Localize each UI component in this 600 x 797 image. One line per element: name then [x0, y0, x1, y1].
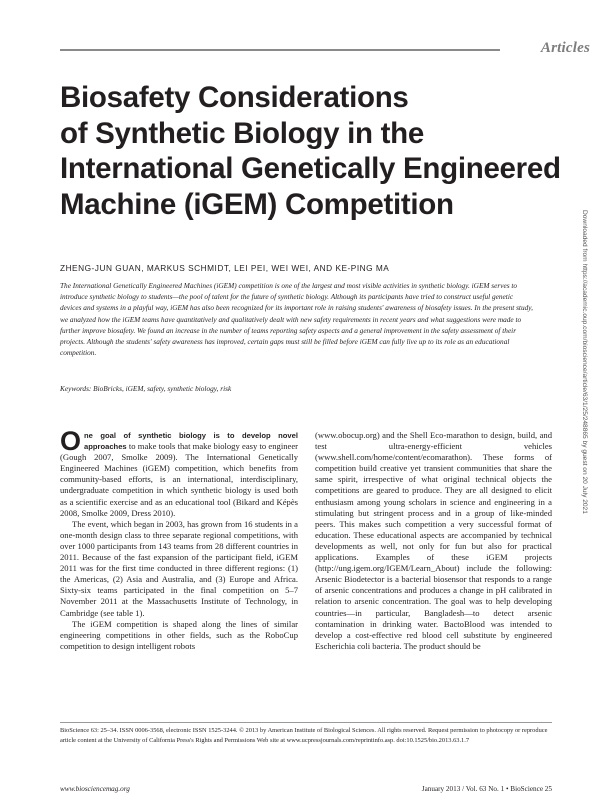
header-rule — [60, 49, 500, 51]
title-line: International Genetically Engineered — [60, 152, 561, 185]
issue-and-page: January 2013 / Vol. 63 No. 1 • BioScience 25 — [421, 785, 552, 793]
abstract: The International Genetically Engineered Machines (iGEM) competition is one of the largest and most visible activities in synthetic biology. iGEM serves to introduce synthetic biology to students—the pool of talent for the future of synthetic biology. Although its participants have tried to construct useful genetic devices and systems in a playful way, iGEM has also been recognized for its important role in raising students' awareness of biosafety issues. In the present study, we analyzed how the iGEM teams have quantitatively and qualitatively dealt with new safety requirements in recent years and what suggestions were made to further improve biosafety. We found an increase in the number of teams reporting safety aspects and a general improvement in the safety assessment of their projects. Although the students' safety awareness has improved, certain gaps must still be filled before iGEM can fully live up to its role as an educational competition. — [60, 281, 533, 358]
lead-in: ne goal of synthetic biology is to develop novel approaches — [84, 431, 298, 452]
keywords: Keywords: BioBricks, iGEM, safety, synthetic biology, risk — [60, 384, 232, 393]
copyright-footnote: BioScience 63: 25–34. ISSN 0006-3568, electronic ISSN 1525-3244. © 2013 by American Institute of Biological Sciences. All rights reserved. Request permission to photocopy or reproduce article content at the University of California Press's Rights and Permissions Web site at www.ucpressjournals.com/reprintinfo.asp. doi:10.1525/bio.2013.63.1.7 — [60, 727, 548, 744]
drop-cap: O — [60, 426, 82, 456]
journal-website[interactable]: www.biosciencemag.org — [60, 785, 130, 793]
title-line: Machine (iGEM) Competition — [60, 187, 454, 221]
body-paragraph: The event, which began in 2003, has grown from 16 students in a one-month design class to three separate regional competitions, with over 1000 participants from 143 teams from 28 different countries in 2011. Because of the fast expansion of the participant field, iGEM 2011 was for the first time conducted in three different regions: (1) the Americas, (2) Asia and Australia, and (3) Europe and Africa. Sixty-six teams participated in the final competition on 5–7 November 2011 at the Massachusetts Institute of Technology, in Cambridge (see table 1). — [60, 518, 298, 618]
title-line: Biosafety Considerations — [60, 81, 409, 114]
body-paragraph: The iGEM competition is shaped along the lines of similar engineering competitions in other fields, such as the RoboCup competition to design intelligent robots — [60, 618, 298, 651]
download-watermark — [579, 210, 589, 610]
paragraph-text: to make tools that make biology easy to engineer (Gough 2007, Smolke 2009). The International Genetically Engineered Machines (iGEM) competition, which benefits from community-based efforts, is an international, interdisciplinary, undergraduate competition in which synthetic biology is used both as a scientific exercise and as an educational tool (Bikard and Képès 2008, Smolke 2009, Dress 2010). — [60, 441, 298, 518]
author-list: ZHENG-JUN GUAN, MARKUS SCHMIDT, LEI PEI, WEI WEI, AND KE-PING MA — [60, 263, 390, 273]
section-header — [60, 40, 600, 56]
section-label: Articles — [540, 40, 590, 56]
body-column-left — [60, 426, 298, 652]
page-footer — [60, 785, 552, 796]
body-paragraph: (www.obocup.org) and the Shell Eco-marathon to design, build, and test ultra-energy-efficient vehicles (www.shell.com/home/content/ecomarathon). These forms of competition build creative yet transient communities that share the same spirit, irrespective of what original technical objects the competitions are geared to produce. They are all designed to elicit enthusiasm among young scholars in science and engineering in a stimulating but stringent process and in a group of like-minded peers. This makes such competition a very successful format of education. These educational aspects are accompanied by technical developments as well, not only for fun but also for practical applications. Examples of these iGEM projects (http://ung.igem.org/IGEM/Learn_About) include the following: Arsenic Biodetector is a bacterial biosensor that responds to a range of arsenic concentrations and produces a change in pH calibrated in relation to arsenic concentration. The goal was to help developing countries—in particular, Bangladesh—to detect arsenic contamination in drinking water. BactoBlood was intended to develop a cost-effective red blood cell substitute by engineered Escherichia coli bacteria. The product should be — [315, 430, 552, 651]
footnote-rule — [60, 722, 552, 723]
title-line: of Synthetic Biology in the — [60, 116, 424, 150]
article-title — [60, 80, 560, 222]
body-paragraph — [60, 426, 298, 519]
body-column-right — [315, 430, 552, 652]
download-note: Downloaded from https://academic.oup.com/bioscience/article/63/1/25/248865 by guest on 20 July 2021 — [581, 210, 588, 514]
